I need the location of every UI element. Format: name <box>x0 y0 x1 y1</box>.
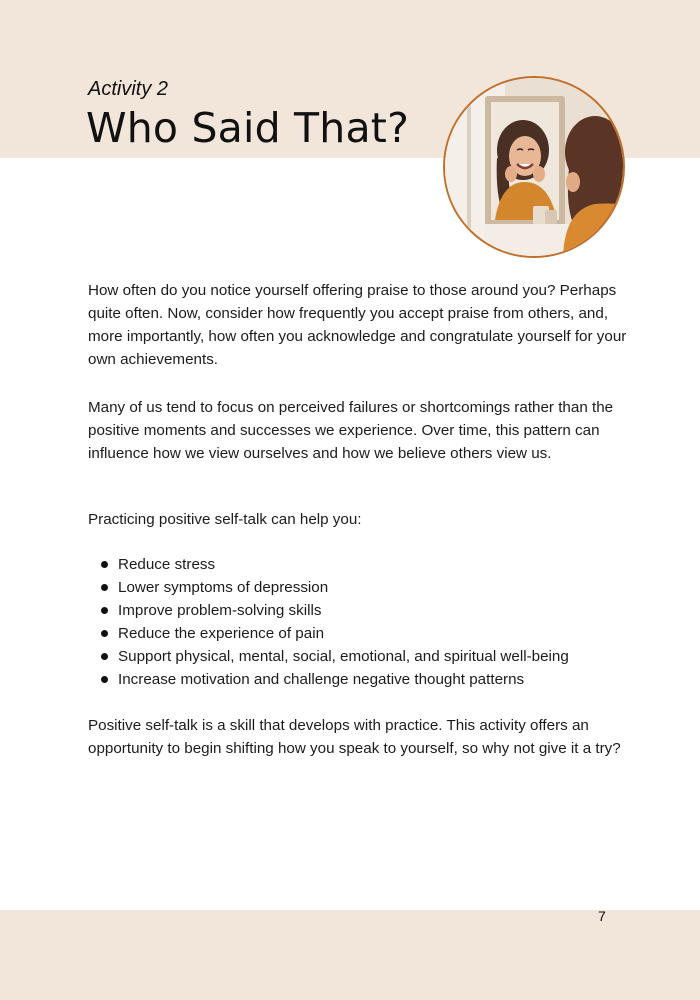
woman-mirror-photo <box>443 76 625 258</box>
benefits-intro: Practicing positive self-talk can help you: <box>88 511 362 528</box>
list-item: Increase motivation and challenge negative thought patterns <box>100 668 569 691</box>
benefits-list <box>100 553 569 691</box>
list-item: Improve problem-solving skills <box>100 599 569 622</box>
page-number: 7 <box>598 908 606 924</box>
list-item: Support physical, mental, social, emotional, and spiritual well-being <box>100 645 569 668</box>
woman-mirror-photo-icon <box>445 78 623 256</box>
footer-band <box>0 910 700 1000</box>
list-item: Reduce stress <box>100 553 569 576</box>
focus-paragraph: Many of us tend to focus on perceived failures or shortcomings rather than the positive moments and successes we experience. Over time, this pattern can influence how we view ourselves and how we believe others view us. <box>88 399 614 462</box>
closing-paragraph: Positive self-talk is a skill that develops with practice. This activity offers an opportunity to begin shifting how you speak to yourself, so why not give it a try? <box>88 717 621 757</box>
intro-paragraph: How often do you notice yourself offering praise to those around you? Perhaps quite often. Now, consider how frequently you accept praise from others, and, more importantly, how often you acknowledge and congratulate yourself for your own achievements. <box>88 282 627 368</box>
page-title: Who Said That? <box>86 104 410 152</box>
list-item: Lower symptoms of depression <box>100 576 569 599</box>
activity-label: Activity 2 <box>88 78 169 100</box>
list-item: Reduce the experience of pain <box>100 622 569 645</box>
